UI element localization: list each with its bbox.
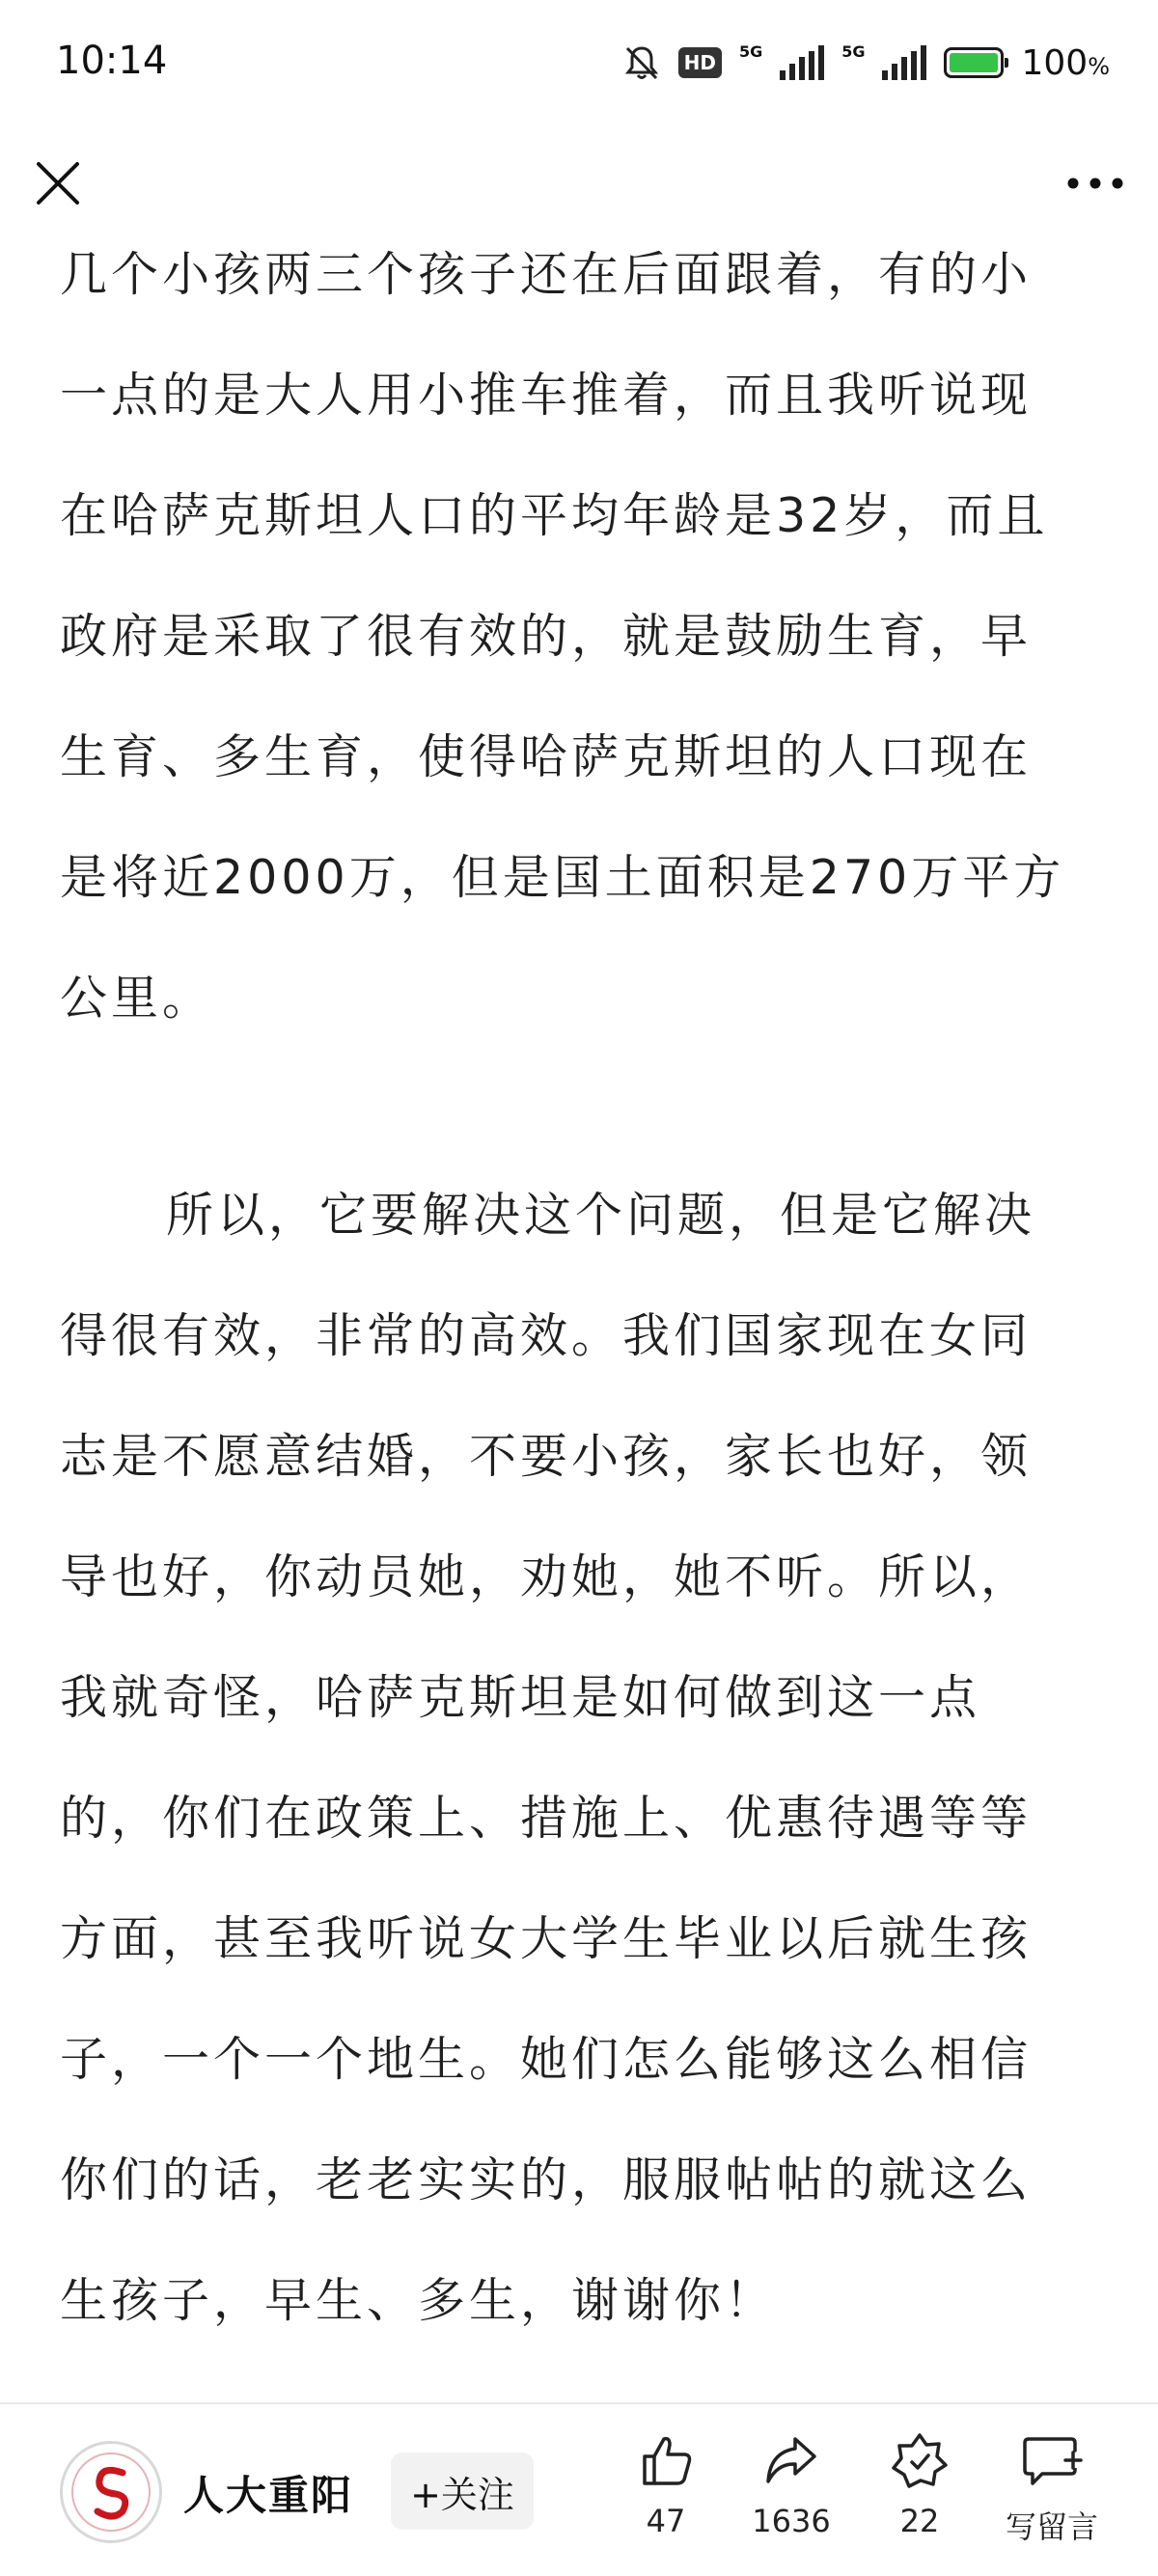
more-options-button[interactable] <box>1062 154 1129 212</box>
network-type-2: 5G <box>841 41 866 61</box>
account-name[interactable]: 人大重阳 <box>183 2472 354 2519</box>
article-line: 得很有效，非常的高效。我们国家现在女同 <box>60 1308 1033 1363</box>
article-line: 在哈萨克斯坦人口的平均年龄是32岁，而且 <box>60 488 1049 543</box>
hd-voice-badge: HD <box>678 47 722 78</box>
article-line: 生孩子，早生、多生，谢谢你！ <box>60 2273 777 2328</box>
account-avatar[interactable] <box>60 2441 162 2543</box>
article-line: 一点的是大人用小推车推着，而且我听说现 <box>60 368 1033 423</box>
share-arrow-icon <box>762 2431 820 2489</box>
article-line: 导也好，你动员她，劝她，她不听。所以， <box>60 1549 1033 1604</box>
network-type-1: 5G <box>738 41 763 61</box>
like-button[interactable] <box>608 2431 724 2539</box>
article-line: 政府是采取了很有效的，就是鼓励生育，早 <box>60 609 1033 664</box>
article-line: 所以，它要解决这个问题，但是它解决 <box>166 1188 1036 1243</box>
article-line: 志是不愿意结婚，不要小孩，家长也好，领 <box>60 1429 1033 1484</box>
status-time: 10:14 <box>56 39 168 83</box>
article-paragraph-1 <box>60 214 1102 1058</box>
article-body <box>60 243 1102 2361</box>
article-line: 生育、多生育，使得哈萨克斯坦的人口现在 <box>60 729 1033 784</box>
write-comment-label: 写留言 <box>1005 2508 1098 2545</box>
bottom-action-bar <box>0 2404 1158 2576</box>
battery-fill <box>950 53 998 72</box>
more-dots-icon <box>1062 154 1129 212</box>
like-count: 47 <box>646 2503 686 2539</box>
follow-button[interactable]: +关注 <box>391 2453 534 2530</box>
write-comment-button[interactable] <box>989 2431 1115 2547</box>
article-line: 的，你们在政策上、措施上、优惠待遇等等 <box>60 1791 1033 1846</box>
signal-strength-1-icon <box>780 45 824 80</box>
article-paragraph-2 <box>60 1155 1102 2361</box>
article-line: 子，一个一个地生。她们怎么能够这么相信 <box>60 2032 1033 2087</box>
recommend-count: 22 <box>899 2503 940 2539</box>
article-line: 我就奇怪，哈萨克斯坦是如何做到这一点 <box>60 1670 981 1725</box>
comment-add-icon <box>1021 2431 1083 2489</box>
share-button[interactable] <box>733 2431 849 2539</box>
article-line: 你们的话，老老实实的，服服帖帖的就这么 <box>60 2152 1033 2207</box>
close-icon <box>29 154 87 212</box>
share-count: 1636 <box>752 2503 831 2539</box>
article-line: 方面，甚至我听说女大学生毕业以后就生孩 <box>60 1911 1033 1966</box>
battery-icon <box>944 47 1004 78</box>
battery-percent: 100% <box>1021 42 1110 83</box>
recommend-star-icon <box>891 2431 949 2489</box>
article-line: 是将近2000万，但是国土面积是270万平方 <box>60 850 1065 905</box>
close-button[interactable] <box>29 154 87 212</box>
recommend-button[interactable] <box>862 2431 978 2539</box>
thumbs-up-icon <box>637 2431 695 2489</box>
mute-bell-icon <box>622 43 661 82</box>
article-line: 几个小孩两三个孩子还在后面跟着，有的小 <box>60 247 1033 302</box>
renmin-chongyang-logo-icon <box>63 2444 159 2540</box>
article-line: 公里。 <box>60 971 214 1026</box>
status-bar <box>0 0 1158 135</box>
status-icons <box>622 39 1110 87</box>
signal-strength-2-icon <box>882 45 926 80</box>
